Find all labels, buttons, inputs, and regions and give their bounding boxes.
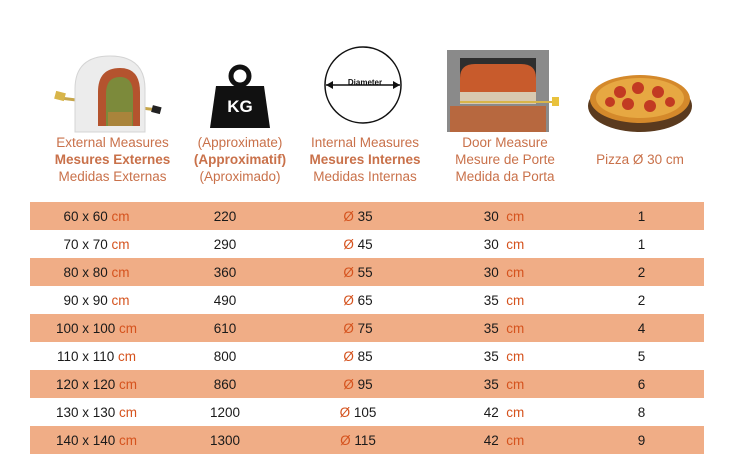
diameter-icon — [290, 44, 440, 134]
weight-icon-label: KG — [227, 97, 253, 116]
table-row — [30, 426, 704, 454]
cell-door: 35 cm — [483, 292, 525, 308]
cell-door: 35 cm — [483, 376, 525, 392]
header-door-en: Door Measure — [462, 135, 548, 150]
cell-pizza: 8 — [637, 404, 646, 420]
cell-external: 80 x 80 cm — [63, 264, 130, 280]
header-door-fr: Mesure de Porte — [455, 152, 555, 167]
cell-weight: 860 — [213, 376, 237, 392]
weight-icon — [170, 44, 310, 134]
cell-weight: 1300 — [209, 432, 241, 448]
header-internal — [290, 44, 440, 185]
cell-internal: Ø 55 — [343, 264, 373, 280]
door-icon — [430, 44, 580, 134]
cell-door: 35 cm — [483, 348, 525, 364]
header-weight-pt: (Aproximado) — [199, 169, 281, 184]
cell-external: 120 x 120 cm — [55, 376, 138, 392]
diameter-icon-label: Diameter — [347, 78, 383, 87]
cell-external: 110 x 110 cm — [56, 348, 137, 364]
cell-weight: 610 — [213, 320, 237, 336]
pizza-icon — [570, 44, 710, 134]
table-row — [30, 286, 704, 314]
cell-pizza: 2 — [637, 264, 646, 280]
header-door-pt: Medida da Porta — [455, 169, 555, 184]
header-internal-pt: Medidas Internas — [313, 169, 417, 184]
cell-pizza: 5 — [637, 348, 646, 364]
cell-internal: Ø 105 — [339, 404, 377, 420]
table-row — [30, 258, 704, 286]
table-row — [30, 370, 704, 398]
cell-weight: 220 — [213, 208, 237, 224]
header-pizza — [570, 44, 710, 168]
cell-pizza: 9 — [637, 432, 646, 448]
header-external — [40, 44, 185, 185]
cell-door: 35 cm — [483, 320, 525, 336]
header-weight — [170, 44, 310, 185]
header-internal-fr: Mesures Internes — [309, 152, 421, 167]
table-row — [30, 314, 704, 342]
cell-internal: Ø 65 — [343, 292, 373, 308]
cell-internal: Ø 85 — [343, 348, 373, 364]
cell-external: 100 x 100 cm — [55, 320, 138, 336]
table-row — [30, 230, 704, 258]
cell-external: 70 x 70 cm — [63, 236, 130, 252]
cell-weight: 800 — [213, 348, 237, 364]
cell-door: 30 cm — [483, 208, 525, 224]
table-row — [30, 398, 704, 426]
header-weight-en: (Approximate) — [197, 135, 283, 150]
header-external-fr: Mesures Externes — [54, 152, 171, 167]
cell-weight: 290 — [213, 236, 237, 252]
cell-internal: Ø 115 — [340, 432, 376, 448]
header-internal-en: Internal Measures — [310, 135, 420, 150]
cell-external: 130 x 130 cm — [55, 404, 138, 420]
size-table — [30, 202, 704, 454]
cell-weight: 490 — [213, 292, 237, 308]
cell-door: 30 cm — [483, 236, 525, 252]
cell-internal: Ø 95 — [343, 376, 373, 392]
cell-internal: Ø 75 — [343, 320, 373, 336]
cell-door: 42 cm — [483, 432, 525, 448]
cell-external: 140 x 140 cm — [55, 432, 138, 448]
cell-internal: Ø 45 — [343, 236, 373, 252]
oven-icon — [40, 44, 185, 134]
cell-pizza: 4 — [637, 320, 646, 336]
cell-pizza: 2 — [637, 292, 646, 308]
header-external-pt: Medidas Externas — [58, 169, 167, 184]
cell-internal: Ø 35 — [343, 208, 373, 224]
cell-external: 60 x 60 cm — [63, 208, 130, 224]
cell-weight: 360 — [213, 264, 237, 280]
header-pizza-label: Pizza Ø 30 cm — [596, 152, 684, 167]
table-row — [30, 342, 704, 370]
header-external-en: External Measures — [56, 135, 169, 150]
cell-door: 30 cm — [483, 264, 525, 280]
header-door — [430, 44, 580, 185]
cell-external: 90 x 90 cm — [63, 292, 130, 308]
cell-pizza: 6 — [637, 376, 646, 392]
cell-door: 42 cm — [483, 404, 525, 420]
table-row — [30, 202, 704, 230]
header-weight-fr: (Approximatif) — [193, 152, 287, 167]
cell-pizza: 1 — [637, 236, 646, 252]
cell-weight: 1200 — [209, 404, 241, 420]
cell-pizza: 1 — [637, 208, 646, 224]
